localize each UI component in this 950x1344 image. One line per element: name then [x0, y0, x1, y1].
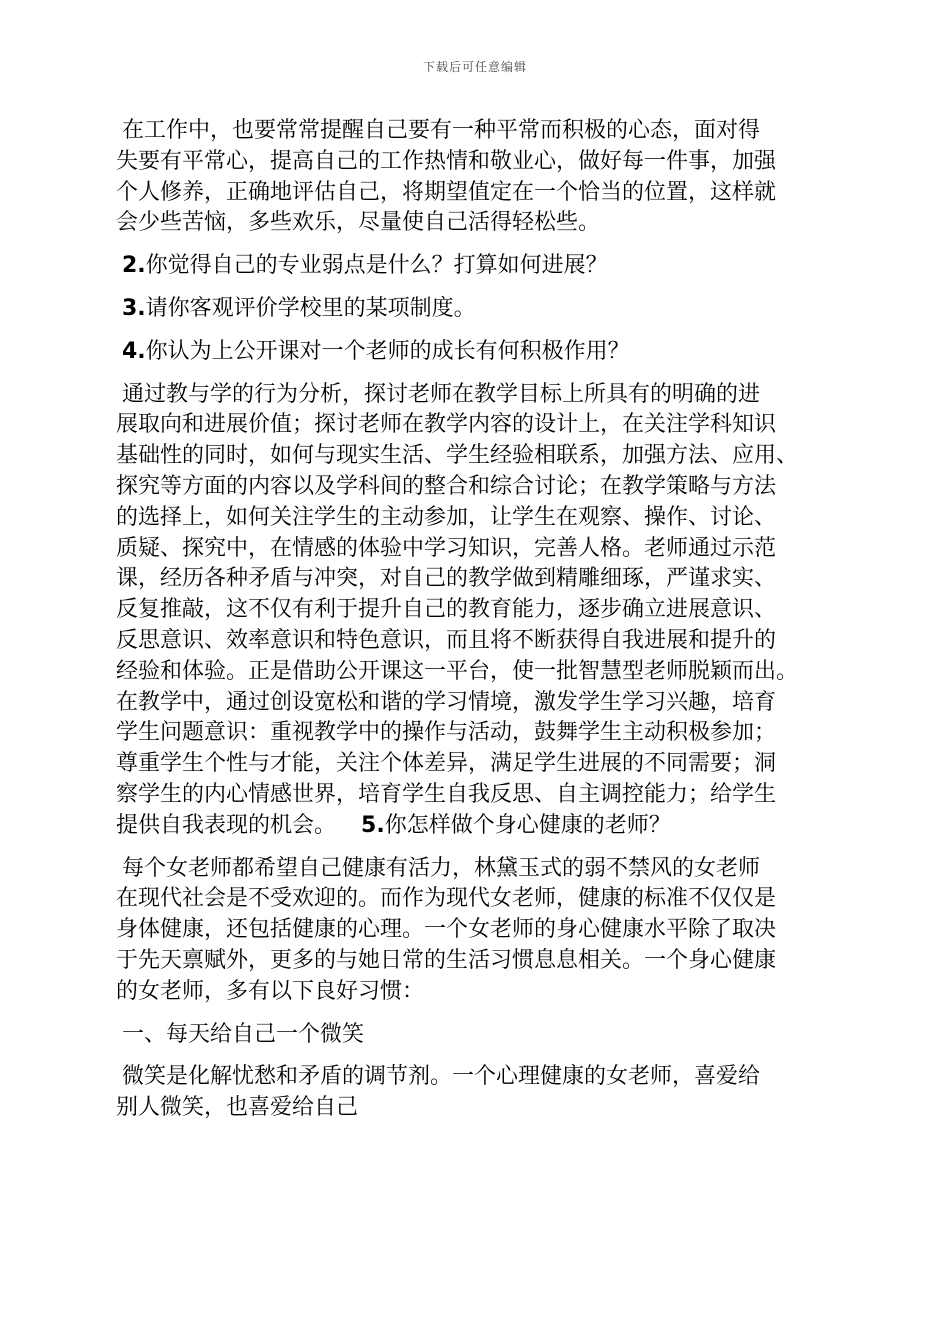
- question-text: 你怎样做个身心健康的老师？: [384, 812, 671, 838]
- question-text: 你认为上公开课对一个老师的成长有何积极作用？: [145, 338, 630, 364]
- text-line: 反复推敲，这不仅有利于提升自己的教育能力，逐步确立进展意识、: [116, 597, 777, 623]
- section-heading-smile: [116, 1020, 846, 1051]
- text-line: 学生问题意识：重视教学中的操作与活动，鼓舞学生主动积极参加；: [116, 720, 777, 746]
- question-number: 3.: [122, 295, 146, 321]
- text-line: 展取向和进展价值；探讨老师在教学内容的设计上，在关注学科知识: [116, 412, 777, 438]
- page-header: 下载后可任意编辑: [422, 60, 527, 74]
- question-5: [361, 813, 671, 838]
- question-number: 5.: [361, 812, 385, 838]
- text-line: 尊重学生个性与才能，关注个体差异，满足学生进展的不同需要；洞: [116, 751, 777, 777]
- text-line: 探究等方面的内容以及学科间的整合和综合讨论；在教学策略与方法: [116, 473, 777, 499]
- paragraph-open-class: [116, 380, 846, 842]
- paragraph-smile: [116, 1062, 846, 1124]
- question-text: 请你客观评价学校里的某项制度。: [145, 295, 476, 321]
- paragraph-health: [116, 854, 846, 1008]
- text-line: 在现代社会是不受欢迎的。而作为现代女老师，健康的标准不仅仅是: [116, 886, 777, 912]
- text-line-with-question-5: [116, 811, 846, 842]
- text-line: 于先天禀赋外，更多的与她日常的生活习惯息息相关。一个身心健康: [116, 947, 777, 973]
- text-line: 课，经历各种矛盾与冲突，对自己的教学做到精雕细琢，严谨求实、: [116, 566, 777, 592]
- question-4: [116, 337, 846, 368]
- text-line: 的女老师，多有以下良好习惯：: [116, 978, 425, 1004]
- text-line: 通过教与学的行为分析，探讨老师在教学目标上所具有的明确的进: [122, 381, 761, 407]
- text-line: 经验和体验。正是借助公开课这一平台，使一批智慧型老师脱颖而出。: [116, 658, 799, 684]
- heading-text: 一、每天给自己一个微笑: [122, 1021, 365, 1047]
- question-number: 4.: [122, 338, 146, 364]
- text-line: 质疑、探究中，在情感的体验中学习知识，完善人格。老师通过示范: [116, 535, 777, 561]
- question-3: [116, 294, 846, 325]
- text-line: 每个女老师都希望自己健康有活力，林黛玉式的弱不禁风的女老师: [122, 855, 761, 881]
- text-line: 身体健康，还包括健康的心理。一个女老师的身心健康水平除了取决: [116, 917, 777, 943]
- text-line: 反思意识、效率意识和特色意识，而且将不断获得自我进展和提升的: [116, 627, 777, 653]
- text-line: 察学生的内心情感世界，培育学生自我反思、自主调控能力；给学生: [116, 781, 777, 807]
- text-line: 在教学中，通过创设宽松和谐的学习情境，激发学生学习兴趣，培育: [116, 689, 777, 715]
- text-line: 的选择上，如何关注学生的主动参加，让学生在观察、操作、讨论、: [116, 504, 777, 530]
- text-line: 在工作中，也要常常提醒自己要有一种平常而积极的心态，面对得: [122, 118, 761, 143]
- text-line: 基础性的同时，如何与现实生活、学生经验相联系，加强方法、应用、: [116, 443, 799, 469]
- text-line: 会少些苦恼，多些欢乐，尽量使自己活得轻松些。: [116, 210, 601, 236]
- text-line: 别人微笑，也喜爱给自己: [116, 1095, 359, 1121]
- text-segment: 提供自我表现的机会。: [116, 812, 337, 838]
- question-2: [116, 251, 846, 282]
- question-text: 你觉得自己的专业弱点是什么？打算如何进展？: [145, 253, 608, 279]
- text-line: 个人修养，正确地评估自己，将期望值定在一个恰当的位置，这样就: [116, 179, 777, 205]
- question-number: 2.: [122, 253, 146, 279]
- text-line: 微笑是化解忧愁和矛盾的调节剂。一个心理健康的女老师，喜爱给: [122, 1064, 761, 1090]
- document-body: [116, 116, 846, 1136]
- text-line: 失要有平常心，提高自己的工作热情和敬业心，做好每一件事，加强: [116, 148, 777, 174]
- paragraph-attitude: [116, 116, 846, 239]
